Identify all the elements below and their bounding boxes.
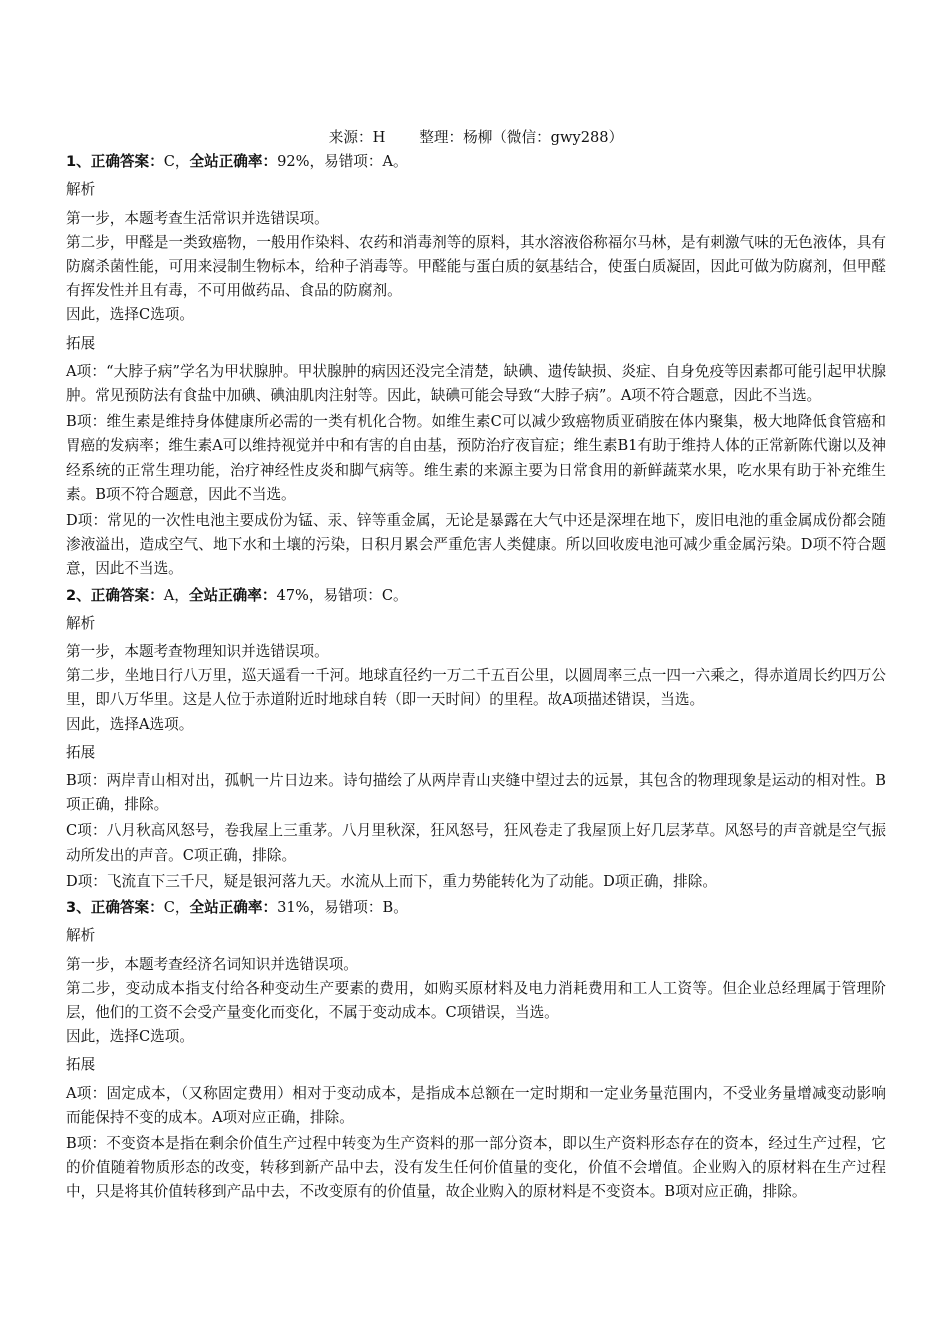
analysis-paragraph: 第一步，本题考查生活常识并选错误项。 [66, 209, 329, 227]
question-number: 3、 [66, 899, 91, 917]
answer-value: C， [163, 899, 190, 917]
analysis-title: 解析 [66, 614, 96, 632]
extend-paragraph: B项：不变资本是指在剩余价值生产过程中转变为生产资料的那一部分资本，即以生产资料形态存在的资本，经过生产过程，它的价值随着物质形态的改变，转移到新产品中去，没有发生任何价值量的变化，价值不会增值。企业购入的原材料在生产过程中，只是将其价值转移到产品中去，不改变原有的价值量，故企业购入的原材料是不变资本。B项对应正确，排除。 [66, 1134, 886, 1201]
answer-value: A， [163, 586, 189, 604]
question-block [66, 584, 886, 894]
analysis-paragraph: 因此，选择A选项。 [66, 715, 194, 733]
question-heading [66, 896, 886, 920]
analysis-paragraph: 第二步，甲醛是一类致癌物，一般用作染料、农药和消毒剂等的原料，其水溶液俗称福尔马林，是有刺激气味的无色液体，具有防腐杀菌性能，可用来浸制生物标本，给种子消毒等。甲醛能与蛋白质的氨基结合，使蛋白质凝固，因此可做为防腐剂，但甲醛有挥发性并且有毒，不可用做药品、食品的防腐剂。 [66, 233, 886, 300]
rate-label: 全站正确率： [188, 586, 277, 604]
answer-label: 正确答案： [90, 586, 164, 604]
extend-paragraph: B项：维生素是维持身体健康所必需的一类有机化合物。如维生素C可以减少致癌物质亚硝胺在体内聚集，极大地降低食管癌和胃癌的发病率；维生素A可以维持视觉并中和有害的自由基，预防治疗夜盲症；维生素B1有助于维持人体的正常新陈代谢以及神经系统的正常生理功能，治疗神经性皮炎和脚气病等。维生素的来源主要为日常食用的新鲜蔬菜水果，吃水果有助于补充维生素。B项不符合题意，因此不当选。 [66, 413, 886, 503]
answer-label: 正确答案： [90, 153, 164, 171]
document-page [66, 126, 886, 1207]
question-block [66, 150, 886, 581]
question-block [66, 896, 886, 1204]
extend-paragraph: D项：飞流直下三千尺，疑是银河落九天。水流从上而下，重力势能转化为了动能。D项正确，排除。 [66, 872, 717, 890]
analysis-paragraph: 第二步，变动成本指支付给各种变动生产要素的费用，如购买原材料及电力消耗费用和工人工资等。但企业总经理属于管理阶层，他们的工资不会受产量变化而变化，不属于变动成本。C项错误，当选。 [66, 979, 886, 1021]
rate-label: 全站正确率： [189, 153, 278, 171]
extend-paragraph: A项：“大脖子病”学名为甲状腺肿。甲状腺肿的病因还没完全清楚，缺碘、遗传缺损、炎症、自身免疫等因素都可能引起甲状腺肿。常见预防法有食盐中加碘、碘油肌肉注射等。因此，缺碘可能会导致“大脖子病”。A项不符合题意，因此不当选。 [66, 362, 886, 405]
analysis-title: 解析 [66, 181, 96, 199]
analysis-paragraph: 因此，选择C选项。 [66, 306, 194, 324]
rate-label: 全站正确率： [189, 899, 278, 917]
source-label: 来源：H [328, 129, 386, 146]
question-heading [66, 584, 886, 608]
answer-label: 正确答案： [90, 899, 164, 917]
question-heading [66, 150, 886, 174]
analysis-paragraph: 因此，选择C选项。 [66, 1028, 194, 1046]
analysis-title: 解析 [66, 927, 96, 945]
extend-title: 拓展 [66, 1056, 96, 1074]
analysis-paragraph: 第一步，本题考查物理知识并选错误项。 [66, 643, 329, 661]
rate-value: 92%，易错项：A。 [277, 153, 408, 171]
rate-value: 31%，易错项：B。 [277, 899, 408, 917]
extend-paragraph: B项：两岸青山相对出，孤帆一片日边来。诗句描绘了从两岸青山夹缝中望过去的远景，其包含的物理现象是运动的相对性。B项正确，排除。 [66, 772, 886, 814]
answer-value: C， [163, 153, 190, 171]
question-number: 2、 [66, 586, 91, 604]
extend-paragraph: C项：八月秋高风怒号，卷我屋上三重茅。八月里秋深，狂风怒号，狂风卷走了我屋顶上好几层茅草。风怒号的声音就是空气振动所发出的声音。C项正确，排除。 [66, 822, 886, 864]
question-number: 1、 [66, 153, 91, 171]
rate-value: 47%，易错项：C。 [276, 586, 408, 604]
analysis-paragraph: 第一步，本题考查经济名词知识并选错误项。 [66, 955, 358, 973]
extend-paragraph: A项：固定成本，（又称固定费用）相对于变动成本，是指成本总额在一定时期和一定业务量范围内，不受业务量增减变动影响而能保持不变的成本。A项对应正确，排除。 [66, 1084, 886, 1126]
extend-paragraph: D项：常见的一次性电池主要成份为锰、汞、锌等重金属，无论是暴露在大气中还是深埋在地下，废旧电池的重金属成份都会随渗液溢出，造成空气、地下水和土壤的污染，日积月累会严重危害人类健康。所以回收废电池可减少重金属污染。D项不符合题意，因此不当选。 [66, 512, 886, 578]
analysis-paragraph: 第二步，坐地日行八万里，巡天遥看一千河。地球直径约一万二千五百公里，以圆周率三点一四一六乘之，得赤道周长约四万公里，即八万华里。这是人位于赤道附近时地球自转（即一天时间）的里程。故A项描述错误，当选。 [66, 667, 886, 709]
extend-title: 拓展 [66, 334, 96, 352]
document-header [66, 126, 886, 150]
extend-title: 拓展 [66, 743, 96, 761]
organizer-label: 整理：杨柳（微信：gwy288） [419, 129, 624, 146]
